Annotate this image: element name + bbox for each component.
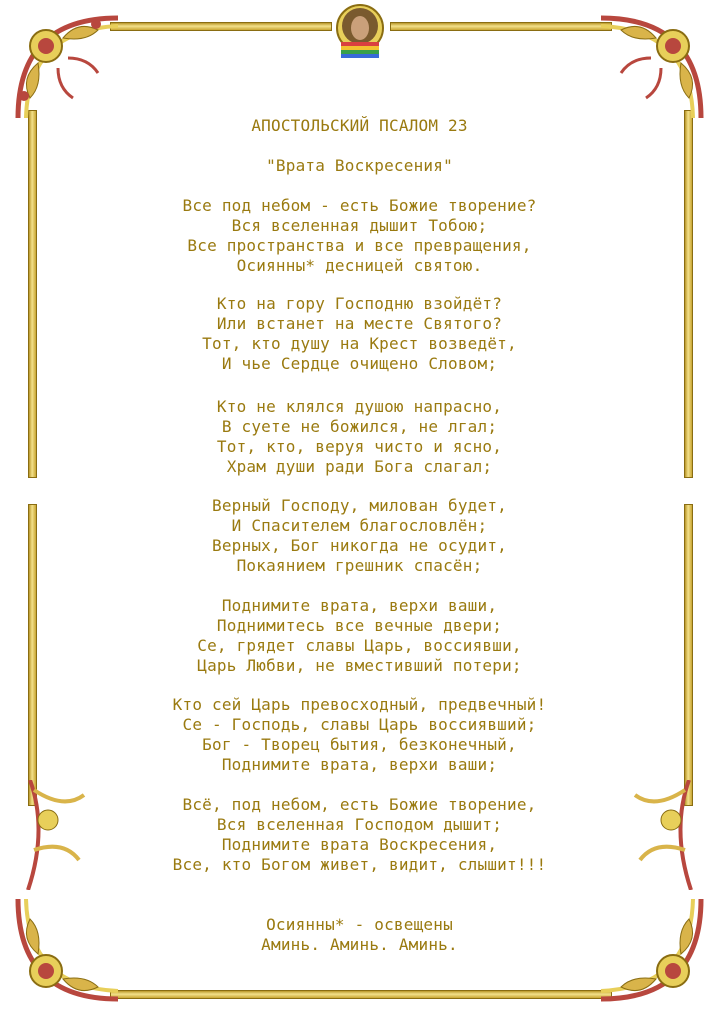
verse-line: Поднимитесь все вечные двери; xyxy=(216,616,503,635)
verse-line: Верный Господу, милован будет, xyxy=(212,496,507,515)
verse-line: Се - Господь, славы Царь воссиявший; xyxy=(182,715,537,734)
footnote xyxy=(0,915,719,955)
page-title: АПОСТОЛЬСКИЙ ПСАЛОМ 23 xyxy=(251,116,468,135)
verse-line: Поднимите врата, верхи ваши, xyxy=(221,596,498,615)
verse-line: В суете не божился, не лгал; xyxy=(221,417,498,436)
verse-line: Кто сей Царь превосходный, предвечный! xyxy=(172,695,547,714)
stanza-7 xyxy=(0,795,719,875)
verse-line: Поднимите врата Воскресения, xyxy=(221,835,498,854)
stanza-1 xyxy=(0,196,719,276)
floral-ornament-icon xyxy=(8,8,128,128)
footnote-line: Осиянны* - освещены xyxy=(266,915,453,934)
verse-line: Всё, под небом, есть Божие творение, xyxy=(182,795,537,814)
verse-line: Тот, кто, веруя чисто и ясно, xyxy=(216,437,503,456)
verse-line: Кто не клялся душою напрасно, xyxy=(216,397,503,416)
verse-line: Поднимите врата, верхи ваши; xyxy=(221,755,498,774)
page-subtitle: "Врата Воскресения" xyxy=(266,156,453,175)
verse-line: Покаянием грешник спасён; xyxy=(236,556,483,575)
verse-line: Верных, Бог никогда не осудит, xyxy=(212,536,507,555)
verse-line: Се, грядет славы Царь, воссиявши, xyxy=(197,636,522,655)
stanza-3 xyxy=(0,397,719,477)
verse-line: И чье Сердце очищено Словом; xyxy=(221,354,498,373)
amen-line: Аминь. Аминь. Аминь. xyxy=(261,935,458,954)
verse-line: И Спасителем благословлён; xyxy=(231,516,488,535)
verse-line: Все пространства и все превращения, xyxy=(187,236,532,255)
stanza-6 xyxy=(0,695,719,775)
frame-rail-bottom xyxy=(110,990,612,999)
verse-line: Храм души ради Бога слагал; xyxy=(226,457,493,476)
floral-ornament-icon xyxy=(591,8,711,128)
verse-line: Вся вселенная дышит Тобою; xyxy=(231,216,488,235)
verse-line: Осиянны* десницей святою. xyxy=(236,256,483,275)
stanza-5 xyxy=(0,596,719,676)
verse-line: Все, кто Богом живет, видит, слышит!!! xyxy=(172,855,547,874)
frame-rail-top-right xyxy=(390,22,612,31)
verse-line: Или встанет на месте Святого? xyxy=(216,314,503,333)
christ-portrait-medallion-icon xyxy=(335,2,385,58)
stanza-4 xyxy=(0,496,719,576)
verse-line: Кто на гору Господню взойдёт? xyxy=(216,294,503,313)
verse-line: Вся вселенная Господом дышит; xyxy=(216,815,503,834)
verse-line: Тот, кто душу на Крест возведёт, xyxy=(202,334,517,353)
verse-line: Бог - Творец бытия, безконечный, xyxy=(202,735,517,754)
stanza-2 xyxy=(0,294,719,374)
frame-rail-top-left xyxy=(110,22,332,31)
verse-line: Все под небом - есть Божие творение? xyxy=(182,196,537,215)
verse-line: Царь Любви, не вместивший потери; xyxy=(197,656,522,675)
